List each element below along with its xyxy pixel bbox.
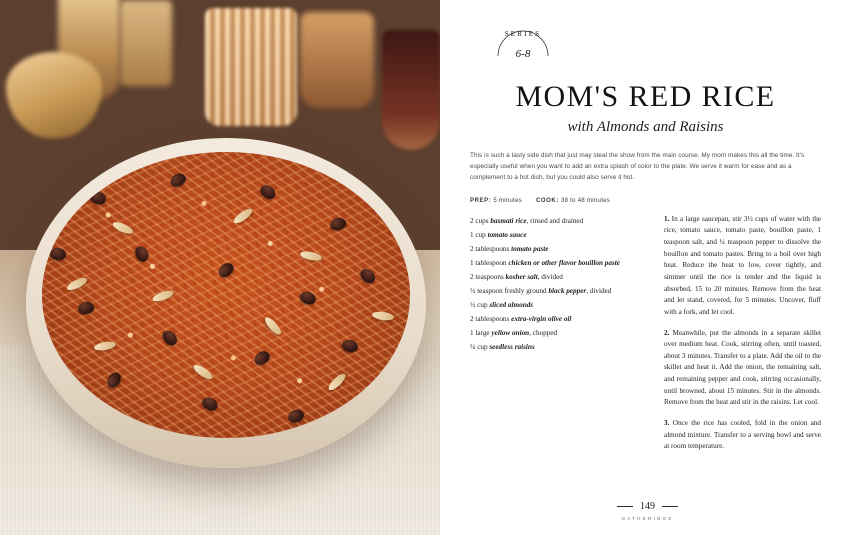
ingredient-item: 2 tablespoons extra-virgin olive oil bbox=[470, 314, 572, 323]
step-number: 2. bbox=[664, 328, 670, 337]
ingredient-name: chicken or other flavor bouillon paste bbox=[508, 258, 620, 267]
ingredient-name: extra-virgin olive oil bbox=[511, 314, 572, 323]
rice-serving-bowl bbox=[26, 138, 426, 468]
ingredient-item: ½ teaspoon freshly ground black pepper, divided bbox=[470, 286, 612, 295]
step-number: 1. bbox=[664, 214, 670, 223]
method-step: 3. Once the rice has cooled, fold in the onion and almond mixture. Transfer to a serving bowl and serve at room temperature. bbox=[664, 419, 821, 451]
prep-label: PREP: bbox=[470, 197, 492, 204]
series-badge bbox=[494, 26, 552, 76]
ingredient-name: kosher salt bbox=[505, 272, 538, 281]
cook-value: 38 to 48 minutes bbox=[560, 197, 611, 204]
step-number: 3. bbox=[664, 419, 670, 428]
ingredients-column bbox=[470, 214, 638, 462]
folio-rule-right bbox=[662, 506, 678, 507]
wine-glass-prop bbox=[382, 30, 440, 150]
red-rice bbox=[42, 152, 410, 438]
ingredient-item: 2 cups basmati rice, rinsed and drained bbox=[470, 216, 584, 225]
recipe-subtitle: with Almonds and Raisins bbox=[567, 119, 724, 135]
method-step: 1. In a large saucepan, stir 3½ cups of water with the rice, tomato sauce, tomato paste, bouillon paste, 1 teaspoon salt, and ¼ teaspoon pepper to dissolve the bouillon and tomato pastes. Bring to a boil over high heat. Reduce the heat to low, cover tightly, and simmer until the rice is tender and the liquid is absorbed, 15 to 20 minutes. Remove from the heat and let stand, covered, for 5 minutes. Uncover, fluff with a fork, and let cool. bbox=[664, 214, 821, 316]
ribbed-amber-glass-prop bbox=[205, 8, 297, 126]
recipe-headnote: This is such a tasty side dish that just may steal the show from the main course. My mom makes this all the time. It's especially useful when you want to add an extra splash of color to the plate. We serve it warm for ease and as a complement to a hot dish, but you could also serve it hot. bbox=[470, 152, 805, 182]
ingredient-item: ¼ cup seedless raisins bbox=[470, 342, 535, 351]
method-column bbox=[664, 214, 821, 462]
ingredient-item: 1 tablespoon chicken or other flavor bouillon paste bbox=[470, 258, 620, 267]
raisins-and-almonds bbox=[42, 152, 410, 438]
page-folio bbox=[440, 501, 855, 521]
series-label: SERIES bbox=[504, 30, 542, 38]
ingredients-list bbox=[470, 214, 638, 354]
ingredient-name: tomato paste bbox=[511, 244, 549, 253]
amber-glass-prop bbox=[300, 12, 374, 108]
recipe-title: MOM'S RED RICE bbox=[515, 80, 776, 113]
chapter-label: GATHERINGS bbox=[621, 516, 674, 521]
recipe-meta bbox=[470, 198, 821, 204]
cook-label: COOK: bbox=[535, 197, 559, 204]
ingredient-name: sliced almonds bbox=[489, 300, 534, 309]
ingredient-item: 1 large yellow onion, chopped bbox=[470, 328, 558, 337]
method-steps bbox=[664, 214, 821, 453]
prep-value: 5 minutes bbox=[493, 197, 523, 204]
recipe-columns bbox=[470, 214, 821, 462]
ingredient-name: black pepper bbox=[548, 286, 587, 295]
ingredient-name: basmati rice bbox=[490, 216, 527, 225]
ingredient-item: 1 cup tomato sauce bbox=[470, 230, 527, 239]
candle-holder-prop-2 bbox=[120, 0, 172, 86]
series-number: 6-8 bbox=[515, 48, 531, 60]
ingredient-item: 2 tablespoons tomato paste bbox=[470, 244, 549, 253]
ingredient-name: tomato sauce bbox=[487, 230, 527, 239]
ingredient-name: seedless raisins bbox=[489, 342, 535, 351]
recipe-text-page bbox=[440, 0, 855, 535]
ingredient-name: yellow onion bbox=[491, 328, 530, 337]
ingredient-item: ½ cup sliced almonds bbox=[470, 300, 534, 309]
method-step: 2. Meanwhile, put the almonds in a separate skillet over medium heat. Cook, stirring often, until toasted, about 3 minutes. Transfer to a plate. Add the oil to the skillet and heat it. Add the onion, the remaining salt, and remaining pepper and cook, stirring occasionally, until browned, about 15 minutes. Stir in the almonds. Remove from the heat and stir in the raisins. Let cool. bbox=[664, 328, 821, 407]
page-number: 149 bbox=[640, 501, 655, 512]
folio-rule-left bbox=[617, 506, 633, 507]
ingredient-item: 2 teaspoons kosher salt, divided bbox=[470, 272, 563, 281]
